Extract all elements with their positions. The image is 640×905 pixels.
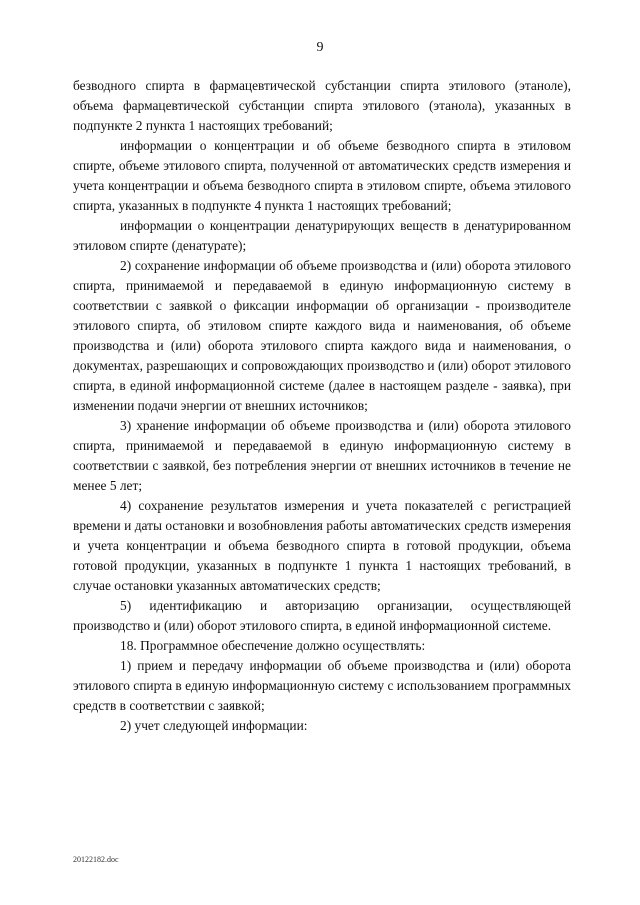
paragraph: 2) сохранение информации об объеме производства и (или) оборота этилового спирта, принимаемой и передаваемой в единую информационную систему в соответствии с заявкой о фиксации информации об организации - производителе этилового спирта, об этиловом спирте каждого вида и наименования, об объеме производства и (или) оборота этилового спирта каждого вида и наименования, о документах, разрешающих и сопровождающих производство и (или) оборот этилового спирта, в единой информационной системе (далее в настоящем разделе - заявка), при изменении подачи энергии от внешних источников;	[73, 258, 571, 413]
section-heading: 18. Программное обеспечение должно осуществлять:	[120, 638, 426, 653]
paragraph: 4) сохранение результатов измерения и учета показателей с регистрацией времени и даты остановки и возобновления работы автоматических средств измерения и учета концентрации и объема безводного спирта в готовой продукции, объема готовой продукции, указанных в подпункте 1 пункта 1 настоящих требований, в случае остановки указанных автоматических средств;	[73, 498, 571, 593]
paragraph: безводного спирта в фармацевтической субстанции спирта этилового (этаноле), объема фармацевтической субстанции спирта этилового (этанола), указанных в подпункте 2 пункта 1 настоящих требований;	[73, 78, 571, 133]
paragraph: 5) идентификацию и авторизацию организации, осуществляющей производство и (или) оборот этилового спирта, в единой информационной системе.	[73, 598, 571, 633]
paragraph: 3) хранение информации об объеме производства и (или) оборота этилового спирта, принимаемой и передаваемой в единую информационную систему в соответствии с заявкой, без потребления энергии от внешних источников в течение не менее 5 лет;	[73, 418, 571, 493]
paragraph: 1) прием и передачу информации об объеме производства и (или) оборота этилового спирта в единую информационную систему с использованием программных средств в соответствии с заявкой;	[73, 658, 571, 713]
footer-doc-code: 20122182.doc	[73, 855, 119, 864]
paragraph: информации о концентрации денатурирующих веществ в денатурированном этиловом спирте (денатурате);	[73, 218, 571, 253]
paragraph: 2) учет следующей информации:	[120, 718, 308, 733]
document-body	[73, 76, 571, 736]
page-number: 9	[316, 40, 324, 55]
paragraph: информации о концентрации и об объеме безводного спирта в этиловом спирте, объеме этилового спирта, полученной от автоматических средств измерения и учета концентрации и объема безводного спирта в этиловом спирте, объема этилового спирта, указанных в подпункте 4 пункта 1 настоящих требований;	[73, 138, 571, 213]
